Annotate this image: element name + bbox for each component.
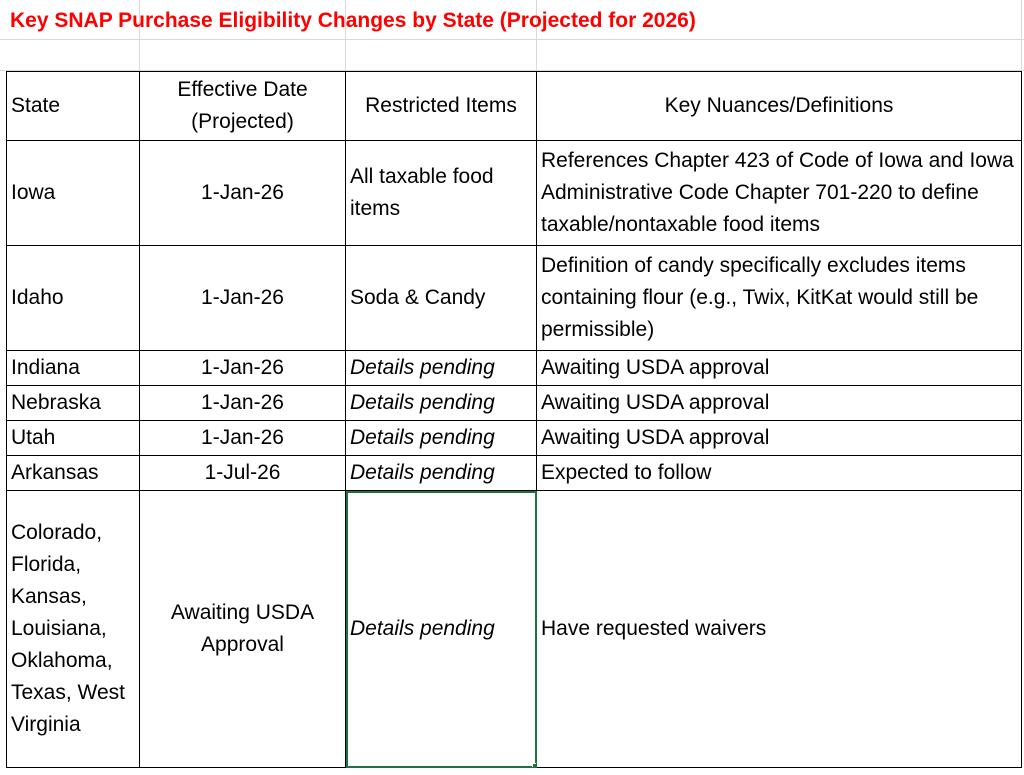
cell-nuances[interactable]: Expected to follow <box>537 456 1022 491</box>
header-state[interactable]: State <box>7 72 140 141</box>
cell-date[interactable]: 1-Jan-26 <box>140 351 346 386</box>
table-row <box>7 351 1022 386</box>
cell-state[interactable]: Iowa <box>7 141 140 246</box>
sheet-title: Key SNAP Purchase Eligibility Changes by State (Projected for 2026) <box>10 9 696 32</box>
selected-cell[interactable] <box>346 491 537 768</box>
table-row <box>7 386 1022 421</box>
cell-state[interactable]: Indiana <box>7 351 140 386</box>
cell-date[interactable]: 1-Jan-26 <box>140 421 346 456</box>
cell-items[interactable]: Details pending <box>346 421 537 456</box>
header-date[interactable]: Effective Date (Projected) <box>140 72 346 141</box>
table-row <box>7 141 1022 246</box>
cell-nuances[interactable]: Awaiting USDA approval <box>537 421 1022 456</box>
cell-date[interactable]: 1-Jan-26 <box>140 386 346 421</box>
cell-items[interactable]: Details pending <box>346 386 537 421</box>
cell-date[interactable]: Awaiting USDA Approval <box>140 491 346 768</box>
header-row <box>7 72 1022 141</box>
cell-items[interactable]: Details pending <box>346 351 537 386</box>
cell-nuances[interactable]: References Chapter 423 of Code of Iowa and Iowa Administrative Code Chapter 701-220 to define taxable/nontaxable food items <box>537 141 1022 246</box>
cell-state[interactable]: Idaho <box>7 246 140 351</box>
fill-handle[interactable] <box>532 763 537 768</box>
cell-items[interactable]: All taxable food items <box>346 141 537 246</box>
snap-table <box>6 71 1022 768</box>
cell-state[interactable]: Arkansas <box>7 456 140 491</box>
table-row <box>7 246 1022 351</box>
cell-items: Details pending <box>350 617 495 640</box>
table-row <box>7 456 1022 491</box>
cell-items[interactable]: Soda & Candy <box>346 246 537 351</box>
table-row <box>7 421 1022 456</box>
table-row <box>7 491 1022 768</box>
cell-nuances[interactable]: Have requested waivers <box>537 491 1022 768</box>
header-items[interactable]: Restricted Items <box>346 72 537 141</box>
cell-nuances[interactable]: Definition of candy specifically excludes items containing flour (e.g., Twix, KitKat would still be permissible) <box>537 246 1022 351</box>
cell-state[interactable]: Colorado, Florida, Kansas, Louisiana, Oklahoma, Texas, West Virginia <box>7 491 140 768</box>
cell-nuances[interactable]: Awaiting USDA approval <box>537 386 1022 421</box>
cell-nuances[interactable]: Awaiting USDA approval <box>537 351 1022 386</box>
cell-state[interactable]: Utah <box>7 421 140 456</box>
header-nuances[interactable]: Key Nuances/Definitions <box>537 72 1022 141</box>
cell-state[interactable]: Nebraska <box>7 386 140 421</box>
title-row[interactable] <box>0 0 1024 40</box>
cell-date[interactable]: 1-Jan-26 <box>140 141 346 246</box>
cell-items[interactable]: Details pending <box>346 456 537 491</box>
cell-date[interactable]: 1-Jul-26 <box>140 456 346 491</box>
cell-date[interactable]: 1-Jan-26 <box>140 246 346 351</box>
